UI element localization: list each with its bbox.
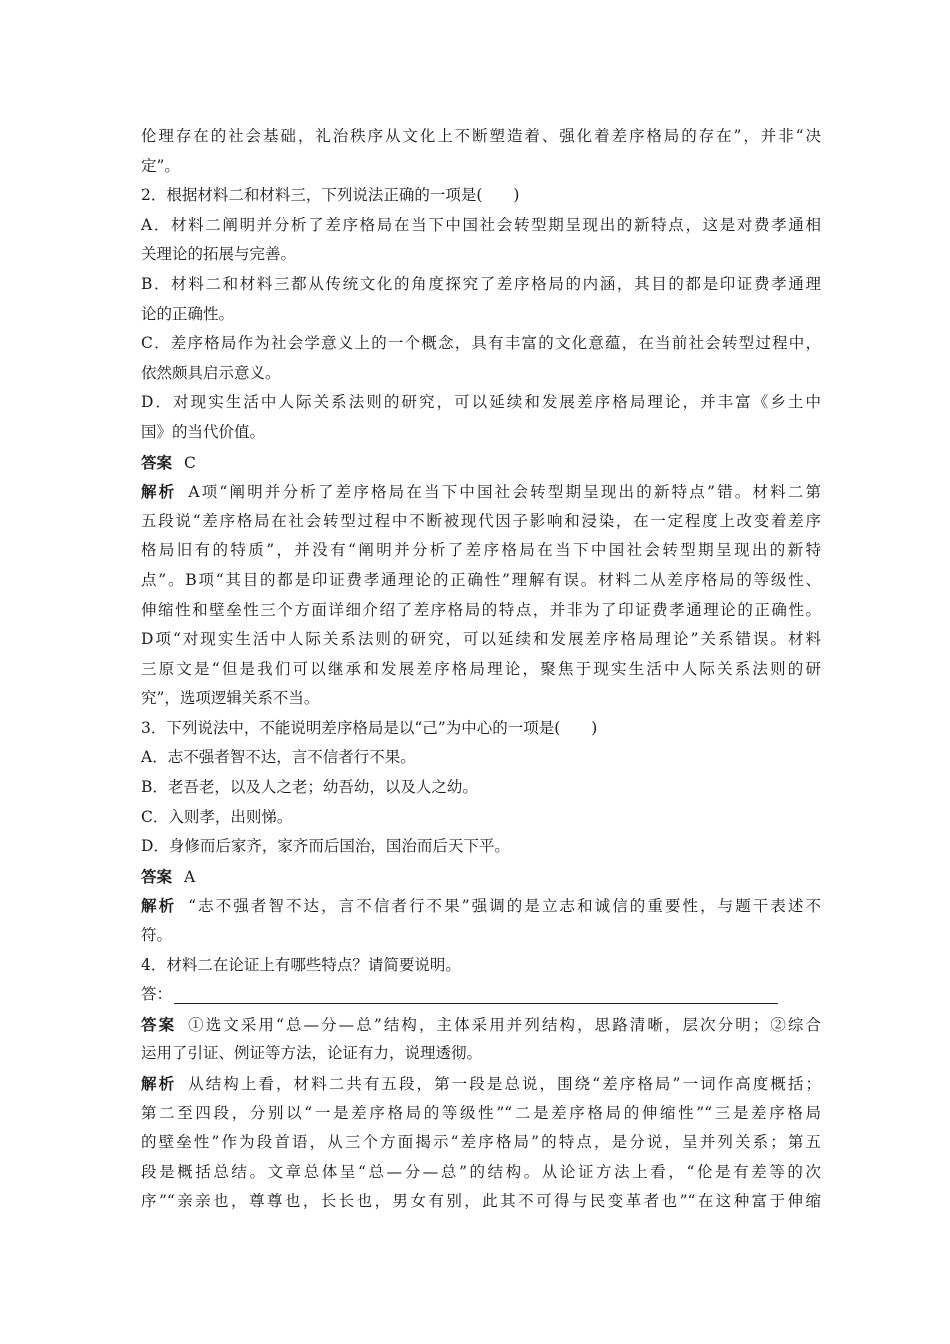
question-2-analysis: D项“对现实生活中人际关系法则的研究，可以延续和发展差序格局理论”关系错误。材料: [141, 630, 821, 649]
intro-line: 定”。: [141, 156, 180, 175]
question-4-analysis: 段是概括总结。文章总体呈“总—分—总”的结构。从论证方法上看，“伦是有差等的次: [141, 1162, 821, 1181]
question-3-option-c: C．入则孝，出则悌。: [141, 807, 293, 826]
answer-blank: [174, 986, 778, 1004]
analysis-text: 从结构上看，材料二共有五段，第一段是总说，围绕“差序格局”一词作高度概括；: [188, 1075, 821, 1093]
question-4-answer: [141, 1010, 821, 1040]
answer-text: ①选文采用“总—分—总”结构，主体采用并列结构，思路清晰，层次分明；②综合: [188, 1015, 821, 1034]
question-2-option-c: C．差序格局作为社会学意义上的一个概念，具有丰富的文化意蕴，在当前社会转型过程中，: [141, 334, 821, 353]
answer-prompt: 答：: [141, 985, 173, 1004]
question-2-analysis: 格局旧有的特质”，并没有“阐明并分析了差序格局在当下中国社会转型期呈现出的新特: [141, 541, 821, 560]
question-2-analysis: 点”。B项“其目的都是印证费孝通理论的正确性”理解有误。材料二从差序格局的等级性、: [141, 570, 821, 589]
question-2-analysis: 究”，选项逻辑关系不当。: [141, 689, 320, 708]
analysis-label: 解析: [141, 1074, 177, 1093]
analysis-text: A项“阐明并分析了差序格局在当下中国社会转型期呈现出的新特点”错。材料二第: [188, 483, 821, 502]
question-3-stem: 3．下列说法中，不能说明差序格局是以“己”为中心的一项是( ): [141, 718, 598, 737]
answer-value: A: [184, 867, 196, 886]
question-4-answer-line: [141, 980, 821, 1010]
document-page: [141, 122, 821, 1217]
analysis-label: 解析: [141, 896, 177, 916]
question-2-analysis: 三原文是“但是我们可以继承和发展差序格局理论，聚焦于现实生活中人际关系法则的研: [141, 659, 821, 678]
question-2-option-b: B．材料二和材料三都从传统文化的角度探究了差序格局的内涵，其目的都是印证费孝通理: [141, 274, 821, 293]
answer-value: C: [184, 453, 196, 472]
question-4-analysis: [141, 1069, 821, 1099]
question-2-analysis: 伸缩性和壁垒性三个方面详细介绍了差序格局的特点，并非为了印证费孝通理论的正确性。: [141, 600, 821, 619]
question-3-option-d: D．身修而后家齐，家齐而后国治，国治而后天下平。: [141, 837, 510, 856]
question-2-option-c: 依然颇具启示意义。: [141, 363, 281, 382]
question-2-option-a: A．材料二阐明并分析了差序格局在当下中国社会转型期呈现出的新特点，这是对费孝通相: [141, 215, 821, 234]
question-4-analysis: 第二至四段，分别以“一是差序格局的等级性”“二是差序格局的伸缩性”“三是差序格局: [141, 1103, 821, 1122]
answer-label: 答案: [141, 866, 173, 886]
question-2-answer: [141, 448, 821, 478]
question-4-analysis: 序”“亲亲也，尊尊也，长长也，男女有别，此其不可得与民变革者也”“在这种富于伸缩: [141, 1192, 821, 1211]
answer-label: 答案: [141, 1014, 177, 1034]
analysis-label: 解析: [141, 482, 177, 502]
question-3-option-b: B．老吾老，以及人之老；幼吾幼，以及人之幼。: [141, 778, 478, 797]
analysis-text: “志不强者智不达，言不信者行不果”强调的是立志和诚信的重要性，与题干表述不: [188, 897, 821, 916]
question-4-answer: 运用了引证、例证等方法，论证有力，说理透彻。: [141, 1044, 483, 1063]
question-4-analysis: 的壁垒性”作为段首语，从三个方面揭示“差序格局”的特点，是分说，呈并列关系；第五: [141, 1133, 821, 1152]
question-2-stem: 2．根据材料二和材料三，下列说法正确的一项是( ): [141, 186, 520, 205]
question-4-stem: 4．材料二在论证上有哪些特点？请简要说明。: [141, 955, 461, 974]
question-2-option-a: 关理论的拓展与完善。: [141, 245, 297, 264]
question-3-answer: [141, 862, 821, 892]
question-3-analysis: [141, 891, 821, 921]
question-2-option-b: 论的正确性。: [141, 304, 235, 323]
question-3-option-a: A．志不强者智不达，言不信者行不果。: [141, 748, 416, 767]
question-3-analysis: 符。: [141, 926, 173, 945]
question-2-option-d: 国》的当代价值。: [141, 422, 266, 441]
question-2-analysis: [141, 477, 821, 507]
intro-line: 伦理存在的社会基础，礼治秩序从文化上不断塑造着、强化着差序格局的存在”，并非“决: [141, 127, 821, 145]
answer-label: 答案: [141, 452, 173, 472]
question-2-option-d: D．对现实生活中人际关系法则的研究，可以延续和发展差序格局理论，并丰富《乡土中: [141, 393, 821, 412]
question-2-analysis: 五段说“差序格局在社会转型过程中不断被现代因子影响和浸染，在一定程度上改变着差序: [141, 511, 821, 530]
